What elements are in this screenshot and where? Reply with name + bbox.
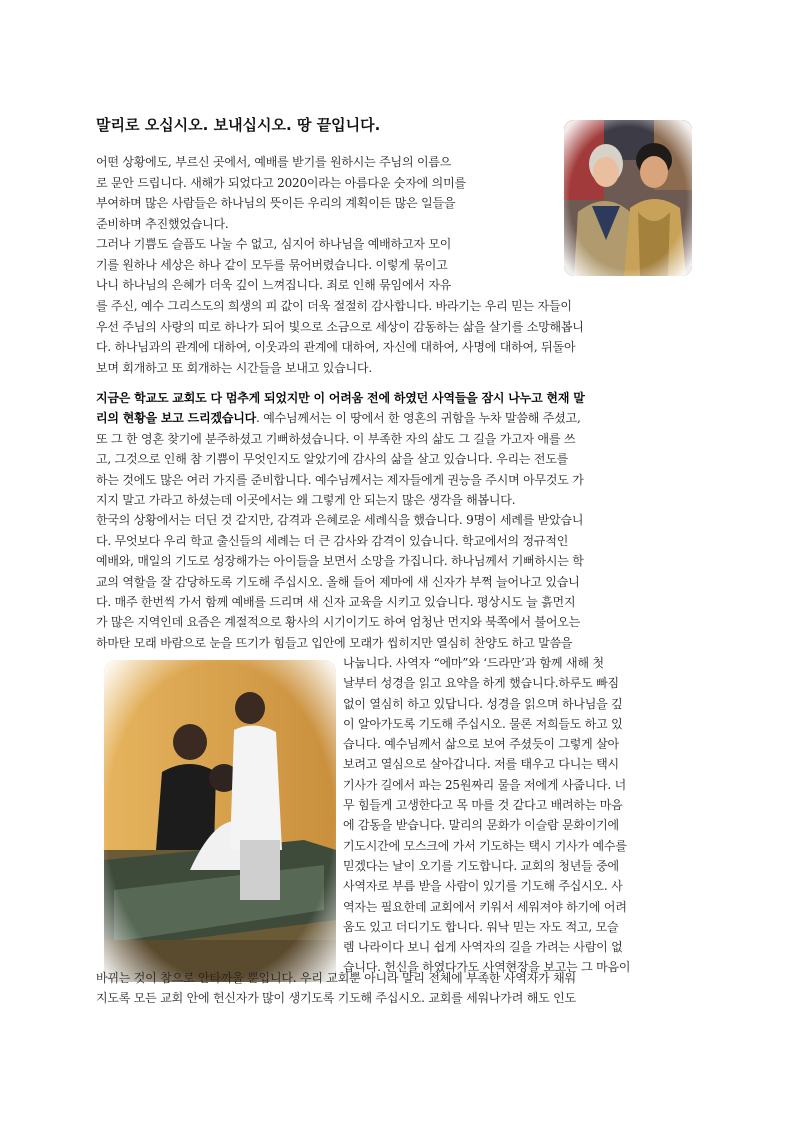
intro-paragraph-wide (96, 296, 708, 378)
text-line: 하는 것에도 많은 여러 가지를 준비합니다. 예수님께서는 제자들에게 권능을 주시며 아무것도 가 (96, 472, 584, 487)
text-line: 나니 하나님의 은혜가 더욱 깊이 느껴집니다. 죄로 인해 묶임에서 자유 (96, 278, 452, 292)
text-line: 없이 열심히 하고 있답니다. 성경을 읽으며 하나님을 깊 (343, 696, 623, 711)
text-line: 준비하며 추진했었습니다. (96, 216, 229, 231)
text-line: 우선 주님의 사랑의 띠로 하나가 되어 빛으로 소금으로 세상이 감동하는 삶을 살기를 소망해봅니 (96, 319, 584, 334)
text-line: 믿겠다는 날이 오기를 기도합니다. 교회의 청년들 중에 (343, 858, 619, 873)
text-line: 이 알아가도록 기도해 주십시오. 물론 저희들도 하고 있 (343, 716, 623, 731)
text-line: 무 힘들게 고생한다고 목 마를 것 같다고 배려하는 마음 (343, 798, 623, 813)
text-line: 에 감동을 받습니다. 말리의 문화가 이슬람 문화이기에 (343, 818, 619, 833)
text-line: 나눕니다. 사역자 “에마”와 ‘드라만’과 함께 새해 첫 (343, 656, 604, 670)
text-line: . 예수님께서는 이 땅에서 한 영혼의 귀함을 누차 말씀해 주셨고, (256, 411, 581, 426)
text-line: 예배와, 매일의 기도로 성장해가는 아이들을 보면서 소망을 가집니다. 하나님께서 기뻐하시는 학 (96, 554, 584, 569)
baptism-photo-image (104, 660, 336, 982)
text-line: 보며 회개하고 또 회개하는 시간들을 보내고 있습니다. (96, 360, 372, 375)
text-line: 기를 원하나 세상은 하나 같이 모두를 묶어버렸습니다. 이렇게 묶이고 (96, 257, 448, 272)
ministry-paragraph (96, 388, 710, 653)
text-line: 기도시간에 모스크에 가서 기도하는 택시 기사가 예수를 (343, 838, 627, 853)
bold-heading-line: 지금은 학교도 교회도 다 멈추게 되었지만 이 어려움 전에 하였던 사역들을 잠시 나누고 현재 말 (96, 391, 585, 405)
text-line: 습니다. 헌신을 하였다가도 사역현장을 보고는 그 마음이 (343, 960, 631, 975)
baptism-photo (104, 660, 336, 982)
text-line: 가 많은 지역인데 요즘은 계절적으로 황사의 시기이기도 하여 엄청난 먼지와 북쪽에서 불어오는 (96, 615, 581, 630)
text-line: 바뀌는 것이 참으로 안타까울 뿐입니다. 우리 교회뿐 아니라 말리 전체에 부족한 사역자가 채워 (96, 971, 576, 985)
text-line: 날부터 성경을 읽고 요약을 하게 했습니다.하루도 빠짐 (343, 676, 619, 691)
text-line: 교의 역할을 잘 감당하도록 기도해 주십시오. 올해 들어 제마에 새 신자가 부쩍 늘어나고 있습니 (96, 574, 580, 589)
text-line: 지지 말고 가라고 하셨는데 이곳에서는 왜 그렇게 안 되는지 많은 생각을 해봅니다. (96, 493, 516, 508)
text-line: 보려고 열심으로 살아갑니다. 저를 태우고 다니는 택시 (343, 757, 619, 772)
text-line: 하마탄 모래 바람으로 눈을 뜨기가 힘들고 입안에 모래가 씹히지만 열심히 찬양도 하고 말씀을 (96, 635, 573, 650)
text-line: 다. 매주 한번씩 가서 함께 예배를 드리며 새 신자 교육을 시키고 있습니다. 평상시도 늘 흙먼지 (96, 595, 576, 610)
text-line: 부여하며 많은 사람들은 하나님의 뜻이든 우리의 계획이든 많은 일들을 (96, 196, 456, 210)
text-line: 기사가 길에서 파는 25원짜리 물을 저에게 사줍니다. 너 (343, 777, 627, 792)
text-line: 지도록 모든 교회 안에 헌신자가 많이 생기도록 기도해 주십시오. 교회를 세워나가려 해도 인도 (96, 991, 576, 1006)
text-line: 고, 그것으로 인해 참 기쁨이 무엇인지도 알았기에 감사의 삶을 살고 있습니다. 우리는 전도를 (96, 452, 569, 467)
text-line: 사역자로 부름 받을 사람이 있기를 기도해 주십시오. 사 (343, 879, 623, 894)
page-title: 말리로 오십시오. 보내십시오. 땅 끝입니다. (96, 116, 381, 134)
text-line: 어떤 상황에도, 부르신 곳에서, 예배를 받기를 원하시는 주님의 이름으 (96, 155, 452, 169)
bold-heading-line: 리의 현황을 보고 드리겠습니다 (96, 411, 257, 426)
intro-paragraph-narrow (96, 152, 552, 296)
text-line: 다. 무엇보다 우리 학교 출신들의 세례는 더 큰 감사와 감격이 있습니다. 학교에서의 정규적인 (96, 533, 569, 548)
text-line: 그러나 기쁨도 슬픔도 나눌 수 없고, 심지어 하나님을 예배하고자 모이 (96, 237, 452, 251)
text-line: 를 주신, 예수 그리스도의 희생의 피 값이 더욱 절절히 감사합니다. 바라기는 우리 믿는 자들이 (96, 299, 572, 313)
portrait-photo (564, 120, 692, 276)
report-paragraph-narrow (343, 653, 713, 978)
text-line: 역자는 필요한데 교회에서 키워서 세워져야 하기에 어려 (343, 899, 627, 914)
text-line: 로 문안 드립니다. 새해가 되었다고 2020이라는 아름다운 숫자에 의미를 (96, 175, 466, 190)
text-line: 습니다. 예수님께서 삶으로 보여 주셨듯이 그렇게 살아 (343, 737, 619, 752)
text-line: 다. 하나님과의 관계에 대하여, 이웃과의 관계에 대하여, 자신에 대하여, 사명에 대하여, 뒤돌아 (96, 340, 576, 354)
text-line: 움도 있고 더디기도 합니다. 워낙 믿는 자도 적고, 모슬 (343, 919, 619, 934)
text-line: 렘 나라이다 보니 쉽게 사역자의 길을 가려는 사람이 없 (343, 940, 623, 955)
text-line: 한국의 상황에서는 더딘 것 같지만, 감격과 은혜로운 세례식을 했습니다. 9명이 세례를 받았습니 (96, 513, 584, 528)
portrait-photo-image (564, 120, 692, 276)
text-line: 또 그 한 영혼 찾기에 분주하셨고 기뻐하셨습니다. 이 부족한 자의 삶도 그 길을 가고자 애를 쓰 (96, 431, 576, 446)
report-paragraph-wide (96, 968, 710, 1009)
